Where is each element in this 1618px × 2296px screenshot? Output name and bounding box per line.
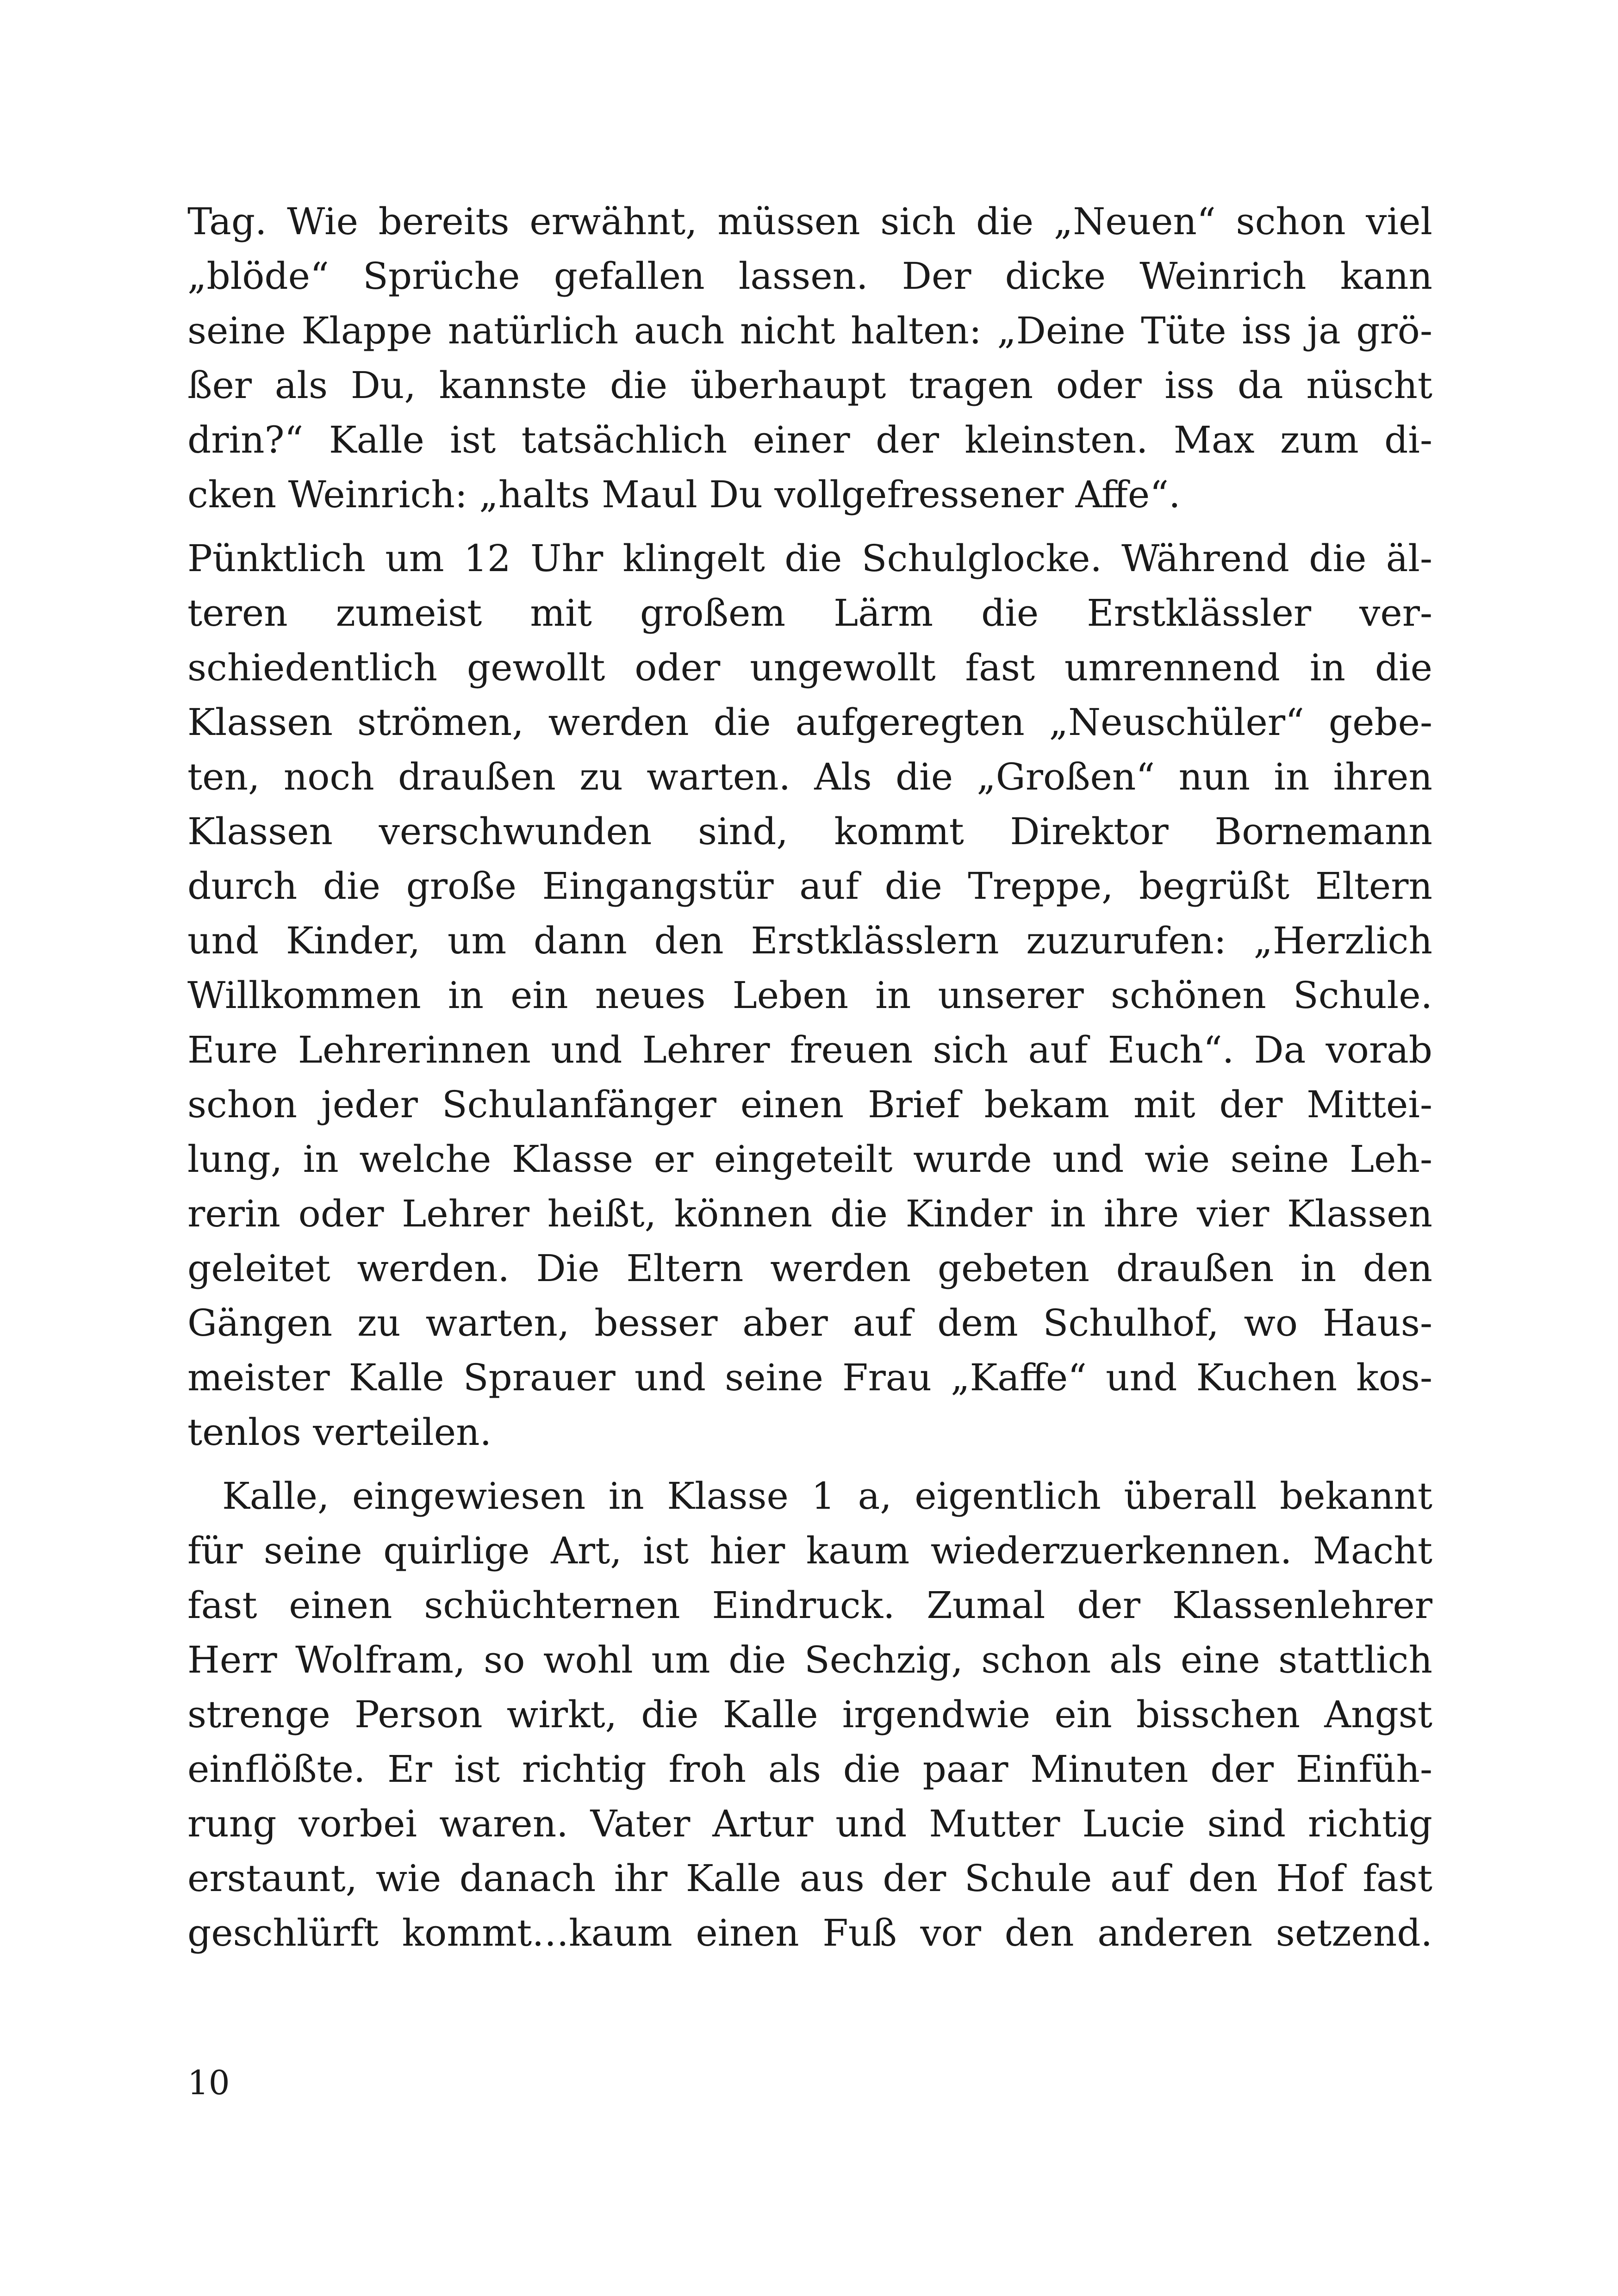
text-line: schon jeder Schulanfänger einen Brief bekam mit der Mittei- bbox=[187, 1083, 1432, 1126]
text-line: „blöde“ Sprüche gefallen lassen. Der dicke Weinrich kann bbox=[187, 255, 1432, 298]
text-line: rerin oder Lehrer heißt, können die Kinder in ihre vier Klassen bbox=[187, 1192, 1432, 1235]
text-line: Herr Wolfram, so wohl um die Sechzig, schon als eine stattlich bbox=[187, 1638, 1432, 1681]
body-text bbox=[187, 194, 1432, 1960]
text-line: Klassen verschwunden sind, kommt Direktor Bornemann bbox=[187, 810, 1432, 853]
text-line: geschlürft kommt…kaum einen Fuß vor den anderen setzend. bbox=[187, 1911, 1432, 1954]
text-line: teren zumeist mit großem Lärm die Erstklässler ver- bbox=[187, 591, 1432, 635]
text-line: fast einen schüchternen Eindruck. Zumal der Klassenlehrer bbox=[187, 1584, 1432, 1627]
text-line: lung, in welche Klasse er eingeteilt wurde und wie seine Leh- bbox=[187, 1138, 1432, 1181]
text-line: schiedentlich gewollt oder ungewollt fast umrennend in die bbox=[187, 646, 1432, 689]
text-line: Kalle, eingewiesen in Klasse 1 a, eigentlich überall bekannt bbox=[222, 1475, 1432, 1518]
text-line: Eure Lehrerinnen und Lehrer freuen sich auf Euch“. Da vorab bbox=[187, 1028, 1432, 1071]
text-line: für seine quirlige Art, ist hier kaum wiederzuerkennen. Macht bbox=[187, 1529, 1432, 1572]
text-line: rung vorbei waren. Vater Artur und Mutter Lucie sind richtig bbox=[187, 1802, 1432, 1845]
text-line: tenlos verteilen. bbox=[187, 1411, 492, 1454]
text-line: Tag. Wie bereits erwähnt, müssen sich die „Neuen“ schon viel bbox=[187, 200, 1432, 243]
paragraph-1 bbox=[187, 194, 1432, 522]
paragraph-3 bbox=[187, 1469, 1432, 1960]
text-line: durch die große Eingangstür auf die Treppe, begrüßt Eltern bbox=[187, 865, 1432, 908]
text-line: und Kinder, um dann den Erstklässlern zuzurufen: „Herzlich bbox=[187, 919, 1432, 962]
text-line: erstaunt, wie danach ihr Kalle aus der Schule auf den Hof fast bbox=[187, 1857, 1432, 1900]
text-line: Gängen zu warten, besser aber auf dem Schulhof, wo Haus- bbox=[187, 1301, 1432, 1344]
text-line: geleitet werden. Die Eltern werden gebeten draußen in den bbox=[187, 1247, 1432, 1290]
text-line: strenge Person wirkt, die Kalle irgendwie ein bisschen Angst bbox=[187, 1693, 1432, 1736]
text-line: cken Weinrich: „halts Maul Du vollgefressener Affe“. bbox=[187, 473, 1181, 516]
text-line: Pünktlich um 12 Uhr klingelt die Schulglocke. Während die äl- bbox=[187, 537, 1432, 580]
text-line: Willkommen in ein neues Leben in unserer schönen Schule. bbox=[187, 974, 1432, 1017]
page-number: 10 bbox=[187, 2063, 230, 2102]
text-line: ßer als Du, kannste die überhaupt tragen oder iss da nüscht bbox=[187, 364, 1432, 407]
text-line: einflößte. Er ist richtig froh als die paar Minuten der Einfüh- bbox=[187, 1748, 1432, 1791]
text-line: Klassen strömen, werden die aufgeregten „Neuschüler“ gebe- bbox=[187, 701, 1432, 744]
text-line: meister Kalle Sprauer und seine Frau „Kaffe“ und Kuchen kos- bbox=[187, 1356, 1432, 1399]
text-line: drin?“ Kalle ist tatsächlich einer der kleinsten. Max zum di- bbox=[187, 418, 1432, 461]
text-line: seine Klappe natürlich auch nicht halten: „Deine Tüte iss ja grö- bbox=[187, 309, 1432, 352]
text-line: ten, noch draußen zu warten. Als die „Großen“ nun in ihren bbox=[187, 755, 1432, 798]
paragraph-2 bbox=[187, 531, 1432, 1460]
